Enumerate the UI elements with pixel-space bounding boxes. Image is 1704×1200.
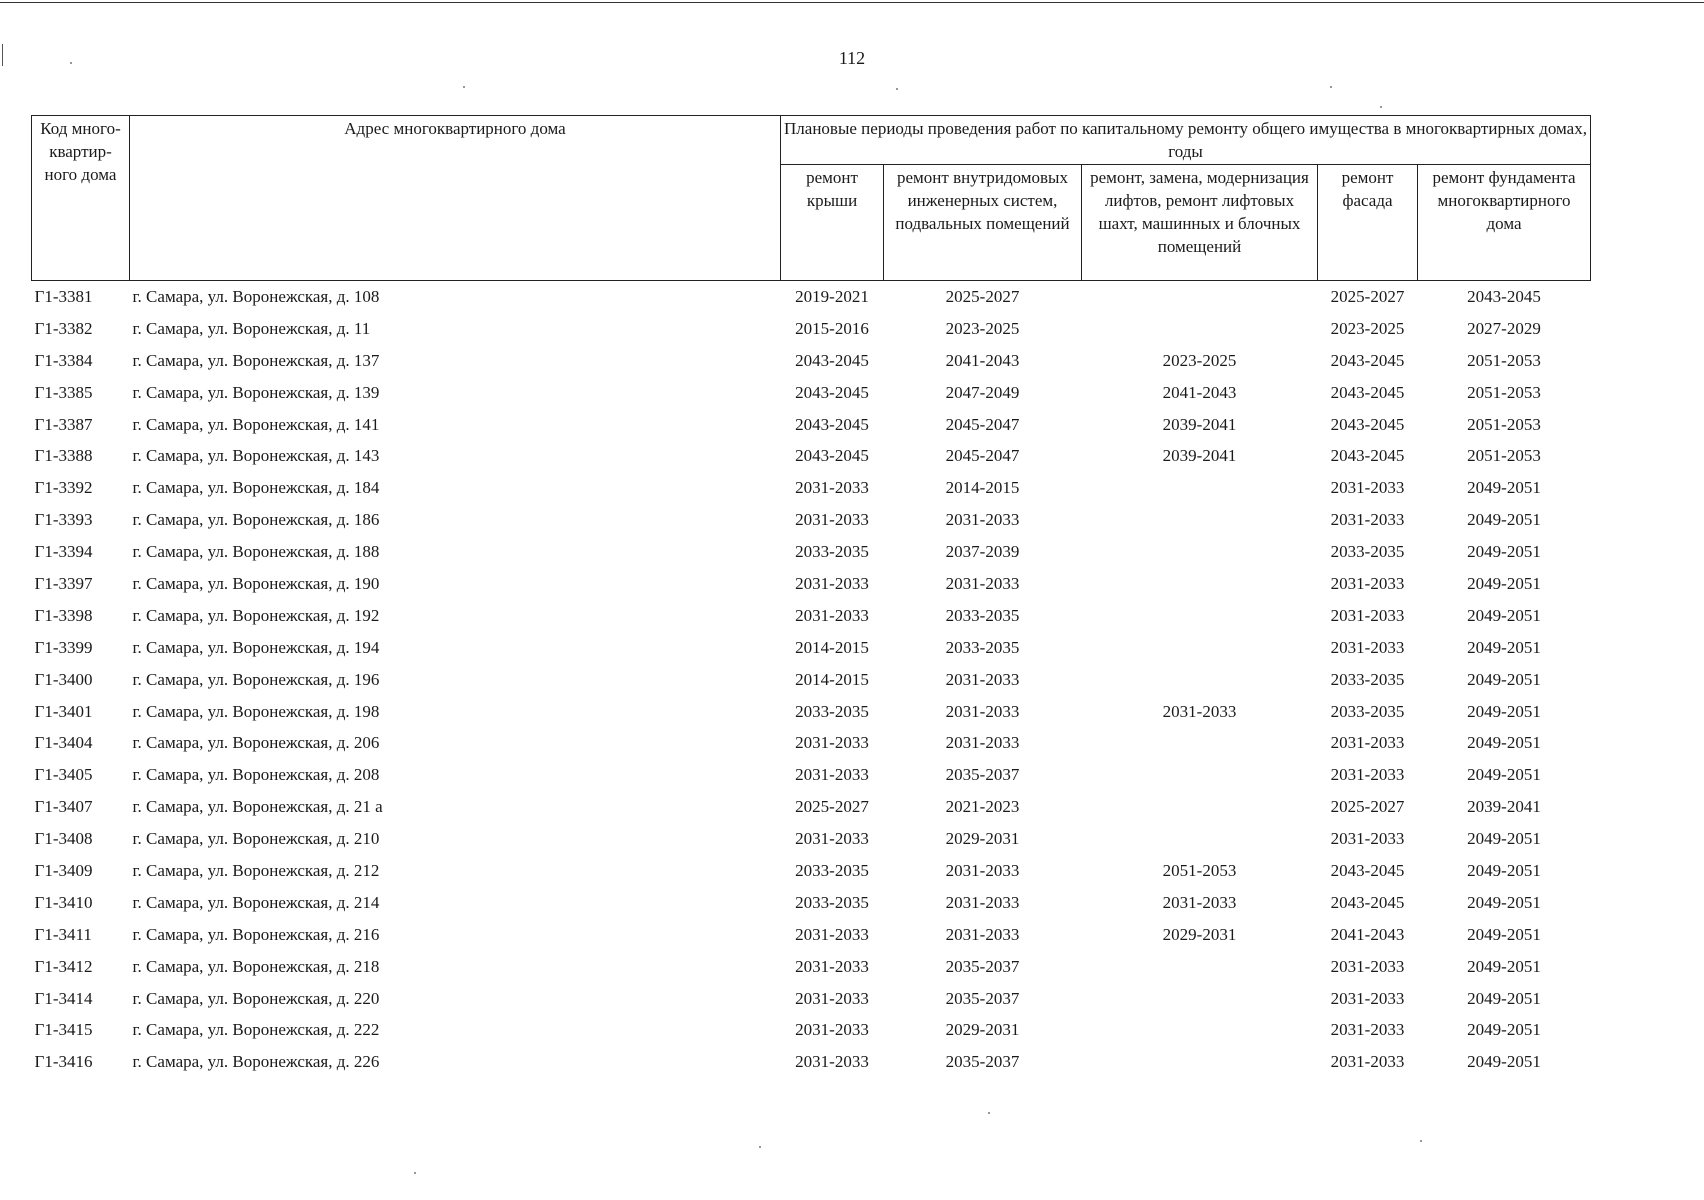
elevators-period: 2029-2031 bbox=[1162, 924, 1237, 944]
facade-period: 2043-2045 bbox=[1330, 860, 1405, 880]
facade-period: 2043-2045 bbox=[1330, 350, 1405, 370]
facade-period: 2043-2045 bbox=[1330, 892, 1405, 912]
page-number: 112 bbox=[838, 48, 866, 68]
house-address: г. Самара, ул. Воронежская, д. 137 bbox=[132, 350, 380, 370]
table-row bbox=[32, 951, 1591, 983]
elevators-period bbox=[1082, 281, 1318, 313]
scan-speck bbox=[1330, 86, 1332, 88]
foundation-period: 2049-2051 bbox=[1467, 542, 1541, 562]
house-address: г. Самара, ул. Воронежская, д. 11 bbox=[132, 318, 371, 338]
house-address: г. Самара, ул. Воронежская, д. 192 bbox=[132, 605, 380, 625]
scan-speck bbox=[70, 62, 72, 64]
elevators-period bbox=[1082, 664, 1318, 696]
table-row bbox=[32, 632, 1591, 664]
roof-period: 2014-2015 bbox=[795, 669, 869, 689]
table-row bbox=[32, 1046, 1591, 1078]
foundation-period: 2049-2051 bbox=[1467, 637, 1541, 657]
roof-period: 2014-2015 bbox=[795, 637, 869, 657]
facade-period: 2043-2045 bbox=[1330, 414, 1405, 434]
elevators-period: 2051-2053 bbox=[1162, 860, 1237, 880]
facade-period: 2031-2033 bbox=[1330, 765, 1405, 785]
table-body bbox=[32, 281, 1591, 1079]
page-top-rule bbox=[0, 2, 1704, 3]
house-address: г. Самара, ул. Воронежская, д. 220 bbox=[132, 988, 380, 1008]
table-row bbox=[32, 313, 1591, 345]
systems-period: 2025-2027 bbox=[945, 286, 1020, 306]
house-code: Г1-3416 bbox=[34, 1052, 93, 1072]
scan-speck bbox=[988, 1112, 990, 1114]
table-row bbox=[32, 887, 1591, 919]
table-row bbox=[32, 504, 1591, 536]
systems-period: 2021-2023 bbox=[945, 797, 1020, 817]
house-address: г. Самара, ул. Воронежская, д. 226 bbox=[132, 1052, 380, 1072]
foundation-period: 2049-2051 bbox=[1467, 669, 1541, 689]
house-code: Г1-3412 bbox=[34, 956, 93, 976]
header-code: Код много-квартир-ного дома bbox=[32, 116, 130, 281]
elevators-period: 2039-2041 bbox=[1162, 414, 1237, 434]
house-code: Г1-3411 bbox=[34, 924, 92, 944]
foundation-period: 2049-2051 bbox=[1467, 510, 1541, 530]
systems-period: 2035-2037 bbox=[945, 988, 1020, 1008]
house-address: г. Самара, ул. Воронежская, д. 196 bbox=[132, 669, 380, 689]
roof-period: 2031-2033 bbox=[795, 510, 869, 530]
house-code: Г1-3415 bbox=[34, 1020, 93, 1040]
house-code: Г1-3410 bbox=[34, 892, 93, 912]
scan-speck bbox=[1420, 1140, 1422, 1142]
house-code: Г1-3398 bbox=[34, 605, 93, 625]
roof-period: 2019-2021 bbox=[795, 286, 869, 306]
house-address: г. Самара, ул. Воронежская, д. 222 bbox=[132, 1020, 380, 1040]
house-code: Г1-3404 bbox=[34, 733, 93, 753]
header-foundation: ремонт фундамента многоквартирного дома bbox=[1418, 165, 1591, 281]
house-address: г. Самара, ул. Воронежская, д. 206 bbox=[132, 733, 380, 753]
house-code: Г1-3407 bbox=[34, 797, 93, 817]
facade-period: 2031-2033 bbox=[1330, 637, 1405, 657]
systems-period: 2033-2035 bbox=[945, 637, 1020, 657]
house-code: Г1-3393 bbox=[34, 510, 93, 530]
elevators-period bbox=[1082, 504, 1318, 536]
roof-period: 2025-2027 bbox=[795, 797, 869, 817]
house-address: г. Самара, ул. Воронежская, д. 190 bbox=[132, 573, 380, 593]
roof-period: 2031-2033 bbox=[795, 956, 869, 976]
facade-period: 2033-2035 bbox=[1330, 669, 1405, 689]
elevators-period bbox=[1082, 472, 1318, 504]
systems-period: 2033-2035 bbox=[945, 605, 1020, 625]
foundation-period: 2049-2051 bbox=[1467, 829, 1541, 849]
foundation-period: 2051-2053 bbox=[1467, 382, 1541, 402]
header-elevators: ремонт, замена, модернизация лифтов, ремонт лифтовых шахт, машинных и блочных помещений bbox=[1082, 165, 1318, 281]
facade-period: 2023-2025 bbox=[1330, 318, 1405, 338]
roof-period: 2033-2035 bbox=[795, 892, 869, 912]
house-address: г. Самара, ул. Воронежская, д. 212 bbox=[132, 860, 380, 880]
house-code: Г1-3381 bbox=[34, 286, 93, 306]
elevators-period: 2039-2041 bbox=[1162, 446, 1237, 466]
systems-period: 2031-2033 bbox=[945, 860, 1020, 880]
foundation-period: 2049-2051 bbox=[1467, 765, 1541, 785]
header-row-top bbox=[32, 116, 1591, 165]
facade-period: 2025-2027 bbox=[1330, 797, 1405, 817]
roof-period: 2031-2033 bbox=[795, 573, 869, 593]
table-row bbox=[32, 983, 1591, 1015]
scan-speck bbox=[1380, 106, 1382, 108]
foundation-period: 2049-2051 bbox=[1467, 573, 1541, 593]
foundation-period: 2051-2053 bbox=[1467, 414, 1541, 434]
systems-period: 2045-2047 bbox=[945, 414, 1020, 434]
facade-period: 2031-2033 bbox=[1330, 605, 1405, 625]
systems-period: 2031-2033 bbox=[945, 669, 1020, 689]
facade-period: 2031-2033 bbox=[1330, 510, 1405, 530]
table-row bbox=[32, 440, 1591, 472]
facade-period: 2025-2027 bbox=[1330, 286, 1405, 306]
foundation-period: 2049-2051 bbox=[1467, 924, 1541, 944]
table-row bbox=[32, 568, 1591, 600]
elevators-period: 2031-2033 bbox=[1162, 892, 1237, 912]
header-planned-periods: Плановые периоды проведения работ по капитальному ремонту общего имущества в многоквартирных домах, годы bbox=[781, 116, 1591, 165]
roof-period: 2031-2033 bbox=[795, 765, 869, 785]
elevators-period bbox=[1082, 983, 1318, 1015]
house-address: г. Самара, ул. Воронежская, д. 218 bbox=[132, 956, 380, 976]
table-row bbox=[32, 727, 1591, 759]
house-code: Г1-3384 bbox=[34, 350, 93, 370]
roof-period: 2031-2033 bbox=[795, 605, 869, 625]
facade-period: 2043-2045 bbox=[1330, 446, 1405, 466]
foundation-period: 2049-2051 bbox=[1467, 860, 1541, 880]
foundation-period: 2049-2051 bbox=[1467, 1052, 1541, 1072]
scan-speck bbox=[463, 86, 465, 88]
facade-period: 2033-2035 bbox=[1330, 542, 1405, 562]
table-row bbox=[32, 823, 1591, 855]
table-row bbox=[32, 855, 1591, 887]
foundation-period: 2049-2051 bbox=[1467, 701, 1541, 721]
foundation-period: 2051-2053 bbox=[1467, 446, 1541, 466]
elevators-period bbox=[1082, 823, 1318, 855]
scan-speck bbox=[896, 88, 898, 90]
house-address: г. Самара, ул. Воронежская, д. 208 bbox=[132, 765, 380, 785]
house-address: г. Самара, ул. Воронежская, д. 186 bbox=[132, 510, 380, 530]
table-row bbox=[32, 345, 1591, 377]
house-code: Г1-3382 bbox=[34, 318, 93, 338]
house-code: Г1-3414 bbox=[34, 988, 93, 1008]
facade-period: 2031-2033 bbox=[1330, 1052, 1405, 1072]
house-address: г. Самара, ул. Воронежская, д. 184 bbox=[132, 478, 380, 498]
house-address: г. Самара, ул. Воронежская, д. 139 bbox=[132, 382, 380, 402]
elevators-period bbox=[1082, 1046, 1318, 1078]
roof-period: 2031-2033 bbox=[795, 478, 869, 498]
roof-period: 2031-2033 bbox=[795, 1052, 869, 1072]
facade-period: 2031-2033 bbox=[1330, 1020, 1405, 1040]
elevators-period bbox=[1082, 951, 1318, 983]
table-row bbox=[32, 1014, 1591, 1046]
roof-period: 2043-2045 bbox=[795, 446, 869, 466]
elevators-period: 2023-2025 bbox=[1162, 350, 1237, 370]
house-code: Г1-3399 bbox=[34, 637, 93, 657]
house-address: г. Самара, ул. Воронежская, д. 216 bbox=[132, 924, 380, 944]
house-address: г. Самара, ул. Воронежская, д. 21 а bbox=[132, 797, 383, 817]
header-roof: ремонт крыши bbox=[781, 165, 884, 281]
systems-period: 2035-2037 bbox=[945, 1052, 1020, 1072]
facade-period: 2031-2033 bbox=[1330, 478, 1405, 498]
foundation-period: 2049-2051 bbox=[1467, 892, 1541, 912]
table-row bbox=[32, 696, 1591, 728]
systems-period: 2031-2033 bbox=[945, 510, 1020, 530]
roof-period: 2043-2045 bbox=[795, 350, 869, 370]
systems-period: 2047-2049 bbox=[945, 382, 1020, 402]
house-code: Г1-3405 bbox=[34, 765, 93, 785]
scan-speck bbox=[414, 1172, 416, 1174]
foundation-period: 2049-2051 bbox=[1467, 605, 1541, 625]
elevators-period bbox=[1082, 791, 1318, 823]
foundation-period: 2027-2029 bbox=[1467, 318, 1541, 338]
roof-period: 2043-2045 bbox=[795, 414, 869, 434]
elevators-period bbox=[1082, 1014, 1318, 1046]
foundation-period: 2049-2051 bbox=[1467, 733, 1541, 753]
house-code: Г1-3400 bbox=[34, 669, 93, 689]
elevators-period bbox=[1082, 536, 1318, 568]
table-row bbox=[32, 600, 1591, 632]
facade-period: 2033-2035 bbox=[1330, 701, 1405, 721]
systems-period: 2031-2033 bbox=[945, 733, 1020, 753]
elevators-period: 2031-2033 bbox=[1162, 701, 1237, 721]
house-code: Г1-3388 bbox=[34, 446, 93, 466]
elevators-period bbox=[1082, 568, 1318, 600]
systems-period: 2031-2033 bbox=[945, 892, 1020, 912]
house-code: Г1-3408 bbox=[34, 829, 93, 849]
systems-period: 2029-2031 bbox=[945, 829, 1020, 849]
table-row bbox=[32, 919, 1591, 951]
house-address: г. Самара, ул. Воронежская, д. 141 bbox=[132, 414, 380, 434]
header-engineering-systems: ремонт внутридомовых инженерных систем, подвальных помещений bbox=[884, 165, 1082, 281]
house-address: г. Самара, ул. Воронежская, д. 214 bbox=[132, 892, 380, 912]
roof-period: 2015-2016 bbox=[795, 318, 869, 338]
house-address: г. Самара, ул. Воронежская, д. 210 bbox=[132, 829, 380, 849]
table-row bbox=[32, 536, 1591, 568]
systems-period: 2037-2039 bbox=[945, 542, 1020, 562]
roof-period: 2031-2033 bbox=[795, 988, 869, 1008]
foundation-period: 2043-2045 bbox=[1467, 286, 1541, 306]
house-address: г. Самара, ул. Воронежская, д. 143 bbox=[132, 446, 380, 466]
systems-period: 2014-2015 bbox=[945, 478, 1020, 498]
roof-period: 2031-2033 bbox=[795, 1020, 869, 1040]
capital-repair-schedule-table bbox=[31, 115, 1591, 1078]
systems-period: 2031-2033 bbox=[945, 573, 1020, 593]
foundation-period: 2049-2051 bbox=[1467, 478, 1541, 498]
facade-period: 2031-2033 bbox=[1330, 733, 1405, 753]
roof-period: 2033-2035 bbox=[795, 542, 869, 562]
systems-period: 2035-2037 bbox=[945, 765, 1020, 785]
elevators-period bbox=[1082, 759, 1318, 791]
foundation-period: 2049-2051 bbox=[1467, 956, 1541, 976]
roof-period: 2031-2033 bbox=[795, 829, 869, 849]
house-address: г. Самара, ул. Воронежская, д. 194 bbox=[132, 637, 380, 657]
foundation-period: 2039-2041 bbox=[1467, 797, 1541, 817]
foundation-period: 2049-2051 bbox=[1467, 1020, 1541, 1040]
facade-period: 2043-2045 bbox=[1330, 382, 1405, 402]
house-address: г. Самара, ул. Воронежская, д. 108 bbox=[132, 286, 380, 306]
facade-period: 2031-2033 bbox=[1330, 573, 1405, 593]
table-row bbox=[32, 472, 1591, 504]
house-code: Г1-3409 bbox=[34, 860, 93, 880]
systems-period: 2035-2037 bbox=[945, 956, 1020, 976]
roof-period: 2033-2035 bbox=[795, 860, 869, 880]
systems-period: 2029-2031 bbox=[945, 1020, 1020, 1040]
table-row bbox=[32, 759, 1591, 791]
facade-period: 2031-2033 bbox=[1330, 956, 1405, 976]
house-code: Г1-3387 bbox=[34, 414, 93, 434]
house-code: Г1-3397 bbox=[34, 573, 93, 593]
roof-period: 2043-2045 bbox=[795, 382, 869, 402]
elevators-period: 2041-2043 bbox=[1162, 382, 1237, 402]
scan-speck bbox=[759, 1146, 761, 1148]
roof-period: 2031-2033 bbox=[795, 924, 869, 944]
elevators-period bbox=[1082, 313, 1318, 345]
house-code: Г1-3392 bbox=[34, 478, 93, 498]
foundation-period: 2051-2053 bbox=[1467, 350, 1541, 370]
facade-period: 2031-2033 bbox=[1330, 988, 1405, 1008]
table-row bbox=[32, 281, 1591, 313]
house-code: Г1-3401 bbox=[34, 701, 93, 721]
systems-period: 2041-2043 bbox=[945, 350, 1020, 370]
house-address: г. Самара, ул. Воронежская, д. 188 bbox=[132, 542, 380, 562]
systems-period: 2045-2047 bbox=[945, 446, 1020, 466]
elevators-period bbox=[1082, 600, 1318, 632]
systems-period: 2031-2033 bbox=[945, 924, 1020, 944]
facade-period: 2041-2043 bbox=[1330, 924, 1405, 944]
roof-period: 2031-2033 bbox=[795, 733, 869, 753]
header-address: Адрес многоквартирного дома bbox=[130, 116, 781, 281]
elevators-period bbox=[1082, 632, 1318, 664]
systems-period: 2031-2033 bbox=[945, 701, 1020, 721]
table-row bbox=[32, 664, 1591, 696]
header-facade: ремонт фасада bbox=[1318, 165, 1418, 281]
table-row bbox=[32, 791, 1591, 823]
table-row bbox=[32, 409, 1591, 441]
facade-period: 2031-2033 bbox=[1330, 829, 1405, 849]
house-address: г. Самара, ул. Воронежская, д. 198 bbox=[132, 701, 380, 721]
foundation-period: 2049-2051 bbox=[1467, 988, 1541, 1008]
elevators-period bbox=[1082, 727, 1318, 759]
house-code: Г1-3394 bbox=[34, 542, 93, 562]
roof-period: 2033-2035 bbox=[795, 701, 869, 721]
house-code: Г1-3385 bbox=[34, 382, 93, 402]
systems-period: 2023-2025 bbox=[945, 318, 1020, 338]
table-row bbox=[32, 377, 1591, 409]
